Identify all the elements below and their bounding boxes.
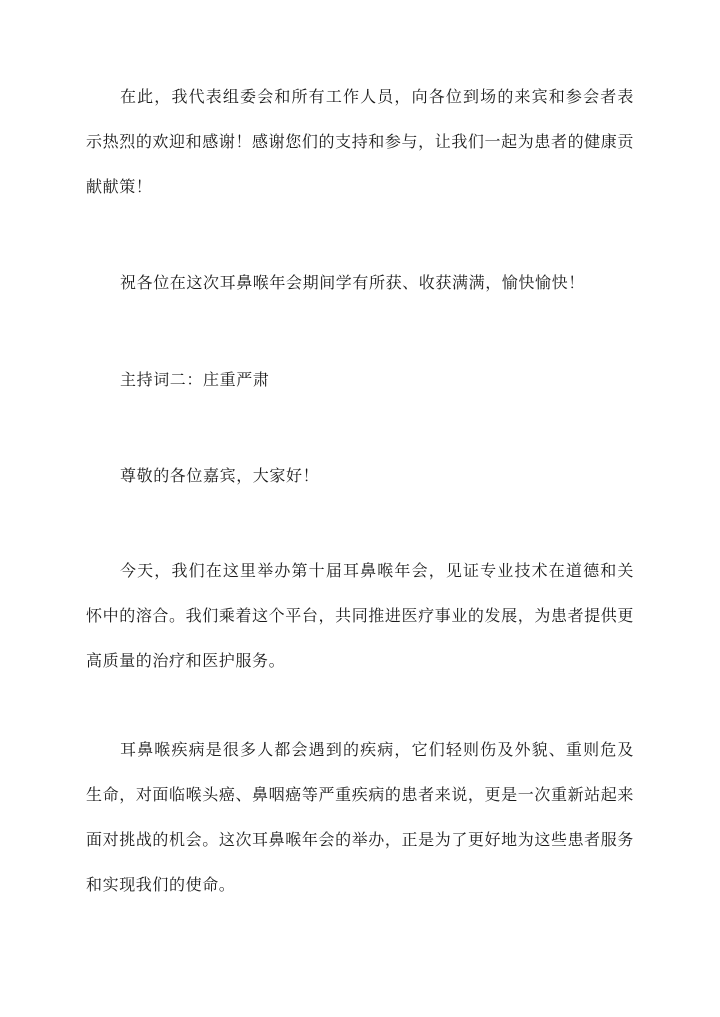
paragraph-opening: 今天，我们在这里举办第十届耳鼻喉年会，见证专业技术在道德和关怀中的溶合。我们乘着这个平台，共同推进医疗事业的发展，为患者提供更高质量的治疗和医护服务。 — [86, 561, 634, 670]
paragraph-mission: 耳鼻喉疾病是很多人都会遇到的疾病，它们轻则伤及外貌、重则危及生命，对面临喉头癌、鼻咽癌等严重疾病的患者来说，更是一次重新站起来面对挑战的机会。这次耳鼻喉年会的举办，正是为了更好地为这些患者服务和实现我们的使命。 — [86, 740, 634, 894]
paragraph-welcome-thanks: 在此，我代表组委会和所有工作人员，向各位到场的来宾和参会者表示热烈的欢迎和感谢！感谢您们的支持和参与，让我们一起为患者的健康贡献献策！ — [86, 87, 634, 196]
paragraph-greeting: 尊敬的各位嘉宾，大家好！ — [120, 466, 320, 485]
section-heading: 主持词二：庄重严肃 — [120, 370, 270, 389]
paragraph-wishes: 祝各位在这次耳鼻喉年会期间学有所获、收获满满，愉快愉快！ — [120, 273, 585, 292]
